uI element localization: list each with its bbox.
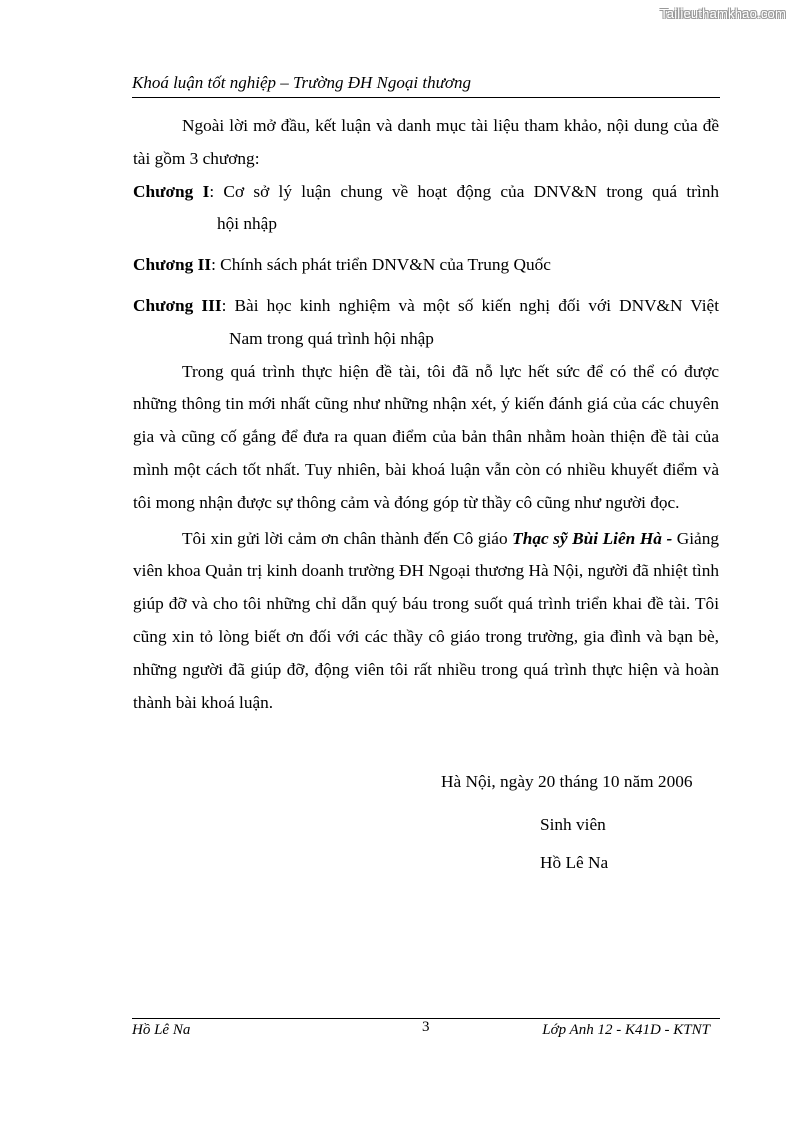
chapter-3-title-cont: Nam trong quá trình hội nhập [229,328,434,348]
watermark: Tailieuthamkhao.com [660,6,786,21]
thanks-intro: Tôi xin gửi lời cảm ơn chân thành đến Cô giáo [182,528,513,548]
chapter-2-title: : Chính sách phát triển DNV&N của Trung Quốc [211,255,551,275]
chapter-1 [133,176,719,242]
chapter-1-title-cont: hội nhập [217,214,277,234]
page-number: 3 [422,1019,430,1035]
page-footer [132,1018,720,1038]
thanks-paragraph [133,523,719,720]
thanks-body: Giảng viên khoa Quản trị kinh doanh trường ĐH Ngoại thương Hà Nội, người đã nhiệt tình giúp đỡ và cho tôi những chỉ dẫn quý báu trong suốt quá trình triển khai đề tài. Tôi cũng xin tỏ lòng biết ơn đối với các thầy cô giáo trong trường, gia đình và bạn bè, những người đã giúp đỡ, động viên tôi rất nhiều trong quá trình thực hiện và hoàn thành bài khoá luận. [133,528,720,712]
footer-class: Lớp Anh 12 - K41D - KTNT [542,1022,710,1038]
chapter-2-label: Chương II [133,255,212,275]
advisor-name: Thạc sỹ Bùi Liên Hà - [512,528,673,548]
signature-role: Sinh viên [540,815,606,834]
intro-paragraph: Ngoài lời mở đầu, kết luận và danh mục tài liệu tham khảo, nội dung của đề tài gồm 3 chương: [133,116,719,168]
chapter-3-label: Chương III [133,295,222,315]
effort-paragraph: Trong quá trình thực hiện đề tài, tôi đã nỗ lực hết sức để có thể có được những thông tin mới nhất cũng như những nhận xét, ý kiến đánh giá của các chuyên gia và cũng cố gắng để đưa ra quan điểm của bản thân nhằm hoàn thiện đề tài của mình một cách tốt nhất. Tuy nhiên, bài khoá luận vẫn còn có nhiều khuyết điểm và tôi mong nhận được sự thông cảm và đóng góp từ thầy cô cũng như người đọc. [133,361,719,512]
chapter-2 [133,249,719,282]
chapter-1-title: : Cơ sở lý luận chung về hoạt động của DNV&N trong quá trình [209,181,719,201]
signature-date: Hà Nội, ngày 20 tháng 10 năm 2006 [441,772,693,791]
chapter-3-title: : Bài học kinh nghiệm và một số kiến nghị đối với DNV&N Việt [221,295,720,315]
footer-author: Hồ Lê Na [132,1022,191,1038]
page-content [133,110,719,719]
page-header: Khoá luận tốt nghiệp – Trường ĐH Ngoại thương [132,73,720,98]
chapter-3 [133,290,719,356]
signature-name: Hồ Lê Na [540,853,609,872]
chapter-1-label: Chương I [133,181,210,201]
